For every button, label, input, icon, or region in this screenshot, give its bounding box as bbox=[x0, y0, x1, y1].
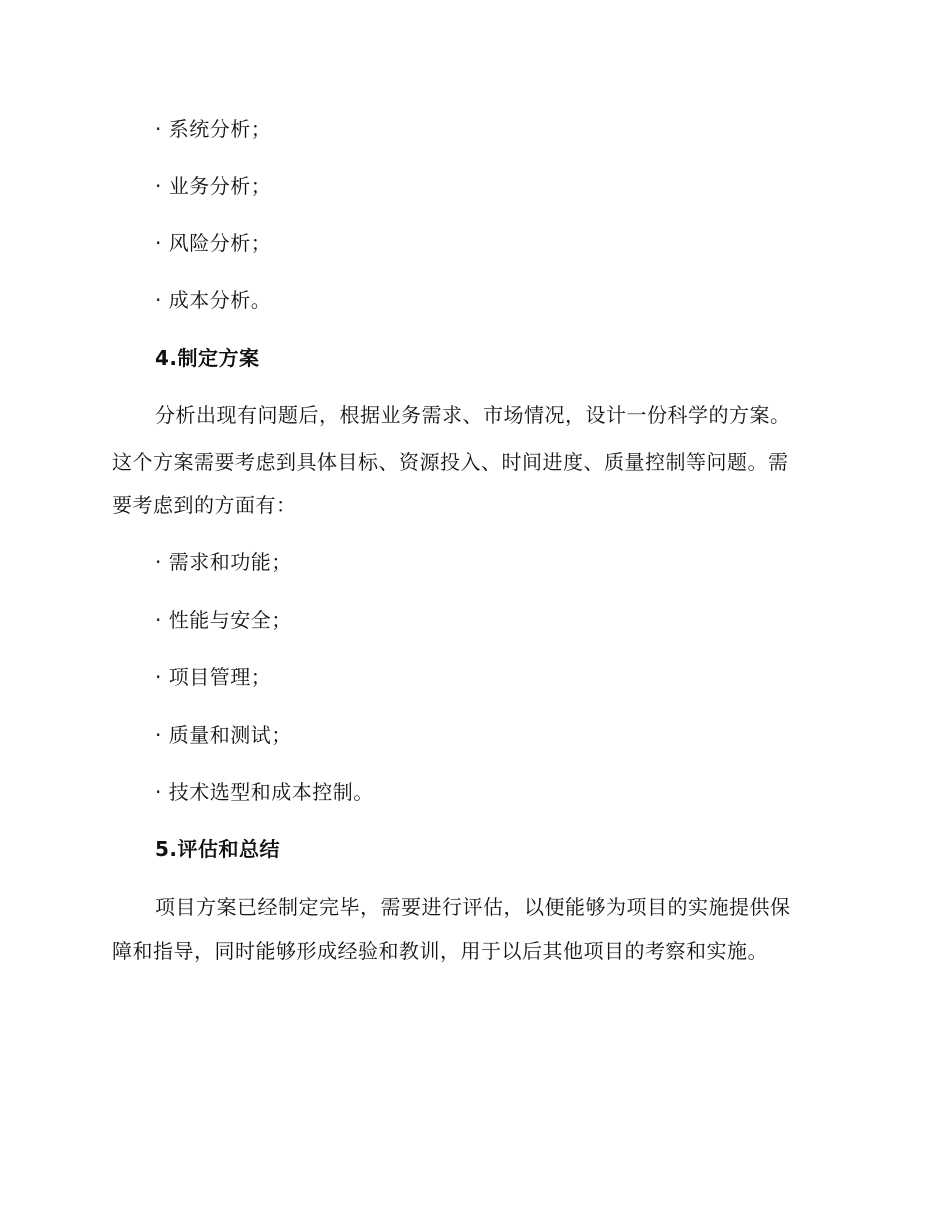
bullet-item: · 技术选型和成本控制。 bbox=[155, 780, 374, 804]
paragraph-line: 分析出现有问题后，根据业务需求、市场情况，设计一份科学的方案。 bbox=[155, 403, 791, 427]
bullet-item: · 风险分析； bbox=[155, 231, 272, 255]
bullet-item: · 系统分析； bbox=[155, 117, 272, 141]
bullet-item: · 业务分析； bbox=[155, 174, 272, 198]
bullet-item: · 需求和功能； bbox=[155, 550, 292, 574]
paragraph-line: 要考虑到的方面有： bbox=[112, 493, 297, 517]
paragraph-line: 这个方案需要考虑到具体目标、资源投入、时间进度、质量控制等问题。需 bbox=[112, 450, 789, 474]
bullet-item: · 质量和测试； bbox=[155, 723, 292, 747]
bullet-item: · 性能与安全； bbox=[155, 608, 292, 632]
paragraph-line: 项目方案已经制定完毕，需要进行评估，以便能够为项目的实施提供保 bbox=[155, 895, 791, 919]
bullet-item: · 项目管理； bbox=[155, 665, 272, 689]
section-heading: 4.制定方案 bbox=[155, 346, 260, 370]
bullet-item: · 成本分析。 bbox=[155, 288, 272, 312]
paragraph-line: 障和指导，同时能够形成经验和教训，用于以后其他项目的考察和实施。 bbox=[112, 939, 768, 963]
section-heading: 5.评估和总结 bbox=[155, 837, 281, 861]
